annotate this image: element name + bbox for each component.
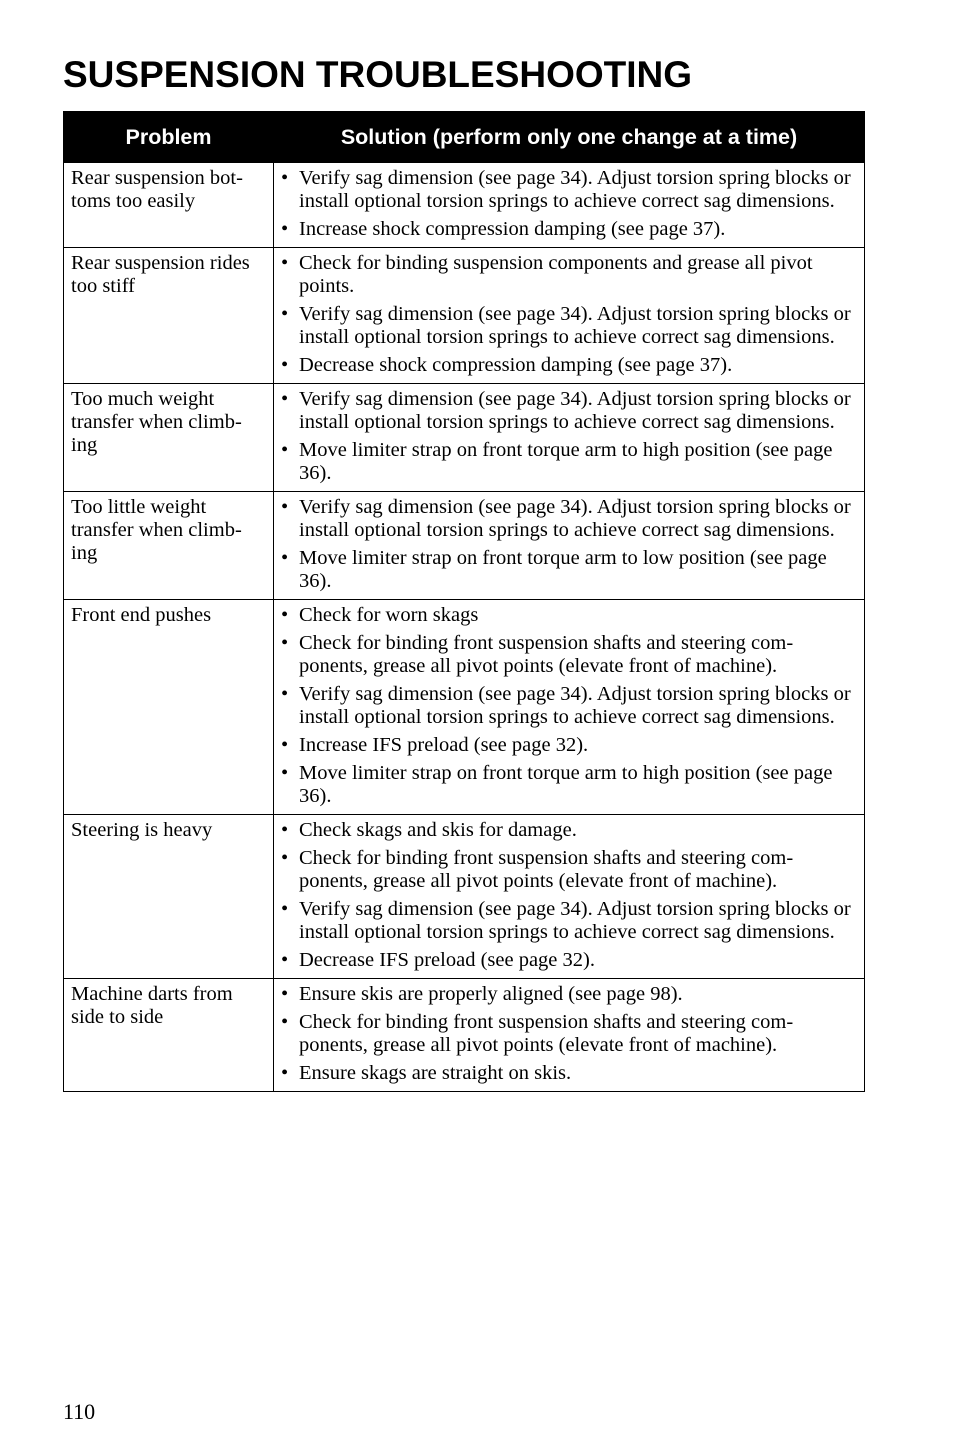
solution-list bbox=[281, 167, 858, 241]
header-row bbox=[64, 112, 865, 163]
problem-cell: Rear suspension bot-toms too easily bbox=[64, 163, 274, 248]
solution-item: • Decrease shock compression damping (see page 37). bbox=[281, 354, 858, 377]
solution-item: • Verify sag dimension (see page 34). Adjust torsion spring blocks or install optional torsion springs to achieve correct sag dimensions. bbox=[281, 898, 858, 944]
solution-list bbox=[281, 983, 858, 1085]
header-problem: Problem bbox=[64, 112, 274, 163]
problem-cell: Machine darts from side to side bbox=[64, 979, 274, 1092]
solution-cell bbox=[274, 492, 865, 600]
solution-item: • Verify sag dimension (see page 34). Adjust torsion spring blocks or install optional torsion springs to achieve correct sag dimensions. bbox=[281, 303, 858, 349]
table-row bbox=[64, 248, 865, 384]
table-row bbox=[64, 600, 865, 815]
solution-item: • Check for binding suspension components and grease all pivot points. bbox=[281, 252, 858, 298]
solution-item: • Move limiter strap on front torque arm to high position (see page 36). bbox=[281, 762, 858, 808]
table-header bbox=[64, 112, 865, 163]
solution-item: • Increase shock compression damping (see page 37). bbox=[281, 218, 858, 241]
solution-item: • Increase IFS preload (see page 32). bbox=[281, 734, 858, 757]
solution-item: • Verify sag dimension (see page 34). Adjust torsion spring blocks or install optional torsion springs to achieve correct sag dimensions. bbox=[281, 496, 858, 542]
solution-cell bbox=[274, 979, 865, 1092]
problem-cell: Front end pushes bbox=[64, 600, 274, 815]
solution-item: • Verify sag dimension (see page 34). Adjust torsion spring blocks or install optional torsion springs to achieve correct sag dimensions. bbox=[281, 167, 858, 213]
solution-item: • Decrease IFS preload (see page 32). bbox=[281, 949, 858, 972]
header-solution: Solution (perform only one change at a time) bbox=[274, 112, 865, 163]
solution-item: • Check for binding front suspension shafts and steering com-ponents, grease all pivot points (elevate front of machine). bbox=[281, 632, 858, 678]
solution-item: • Move limiter strap on front torque arm to low position (see page 36). bbox=[281, 547, 858, 593]
solution-item: • Check skags and skis for damage. bbox=[281, 819, 858, 842]
solution-item: • Ensure skis are properly aligned (see page 98). bbox=[281, 983, 858, 1006]
solution-cell bbox=[274, 815, 865, 979]
solution-item: • Check for binding front suspension shafts and steering com-ponents, grease all pivot points (elevate front of machine). bbox=[281, 847, 858, 893]
table-row bbox=[64, 979, 865, 1092]
page-title: SUSPENSION TROUBLESHOOTING bbox=[63, 54, 693, 95]
solution-list bbox=[281, 604, 858, 808]
solution-item: • Verify sag dimension (see page 34). Adjust torsion spring blocks or install optional torsion springs to achieve correct sag dimensions. bbox=[281, 388, 858, 434]
solution-cell bbox=[274, 600, 865, 815]
solution-list bbox=[281, 388, 858, 485]
problem-cell: Steering is heavy bbox=[64, 815, 274, 979]
solution-cell bbox=[274, 248, 865, 384]
solution-cell bbox=[274, 163, 865, 248]
solution-item: • Check for binding front suspension shafts and steering com-ponents, grease all pivot points (elevate front of machine). bbox=[281, 1011, 858, 1057]
problem-cell: Too much weight transfer when climb-ing bbox=[64, 384, 274, 492]
solution-item: • Move limiter strap on front torque arm to high position (see page 36). bbox=[281, 439, 858, 485]
table-row bbox=[64, 384, 865, 492]
table-row bbox=[64, 492, 865, 600]
page-number: 110 bbox=[63, 1399, 96, 1424]
table-row bbox=[64, 163, 865, 248]
table-row bbox=[64, 815, 865, 979]
solution-list bbox=[281, 496, 858, 593]
table-body bbox=[64, 163, 865, 1092]
solution-item: • Verify sag dimension (see page 34). Adjust torsion spring blocks or install optional torsion springs to achieve correct sag dimensions. bbox=[281, 683, 858, 729]
solution-list bbox=[281, 252, 858, 377]
troubleshooting-table bbox=[63, 111, 865, 1092]
solution-item: • Ensure skags are straight on skis. bbox=[281, 1062, 858, 1085]
solution-cell bbox=[274, 384, 865, 492]
problem-cell: Too little weight transfer when climb-ing bbox=[64, 492, 274, 600]
problem-cell: Rear suspension rides too stiff bbox=[64, 248, 274, 384]
solution-item: • Check for worn skags bbox=[281, 604, 858, 627]
solution-list bbox=[281, 819, 858, 972]
